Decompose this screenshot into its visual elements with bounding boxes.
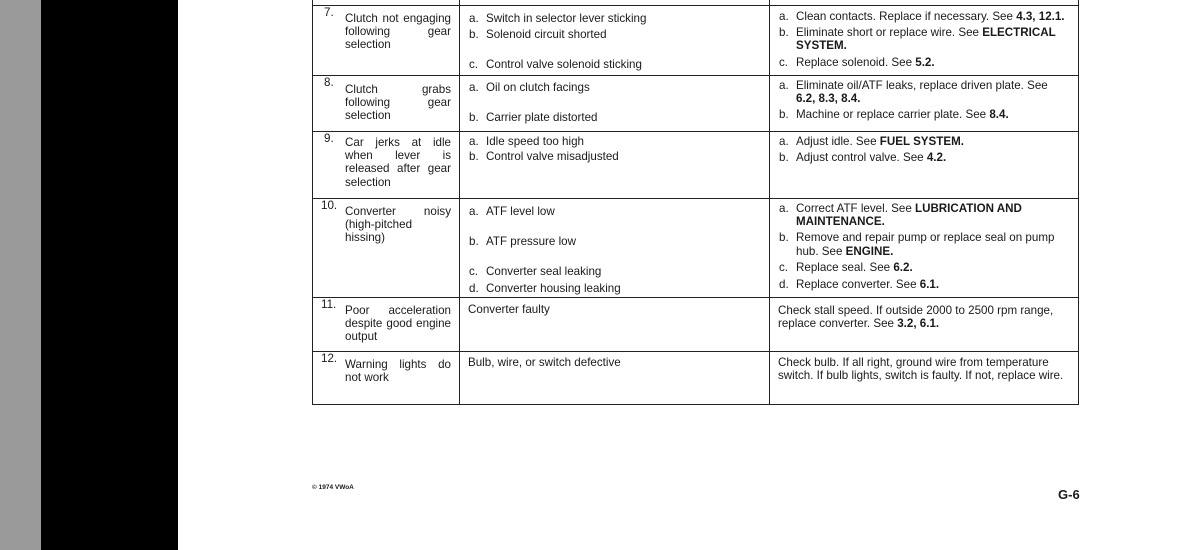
remedy-text: Remove and repair pump or replace seal on pump hub. See xyxy=(796,231,1055,258)
list-letter: a. xyxy=(779,9,789,23)
cause-text: Converter housing leaking xyxy=(486,281,621,295)
remedy-reference: 5.2. xyxy=(915,55,935,69)
cause-text: Idle speed too high xyxy=(486,134,584,148)
problem-cell xyxy=(313,75,460,131)
problem-cell xyxy=(313,351,460,404)
cause-text: ATF pressure low xyxy=(486,234,576,248)
page-number: G-6 xyxy=(1058,487,1080,502)
list-letter: b. xyxy=(779,231,789,245)
remedy-text: Replace solenoid. See xyxy=(796,55,916,69)
remedy-text: Correct ATF level. See xyxy=(796,201,915,215)
list-letter: a. xyxy=(469,134,479,148)
remedy-text: Eliminate oil/ATF leaks, replace driven plate. See xyxy=(796,78,1048,92)
problem-text: Converter noisy (high-pitched hissing) xyxy=(345,204,451,245)
problem-number: 11. xyxy=(321,297,337,311)
cause-text: Bulb, wire, or switch defective xyxy=(468,355,621,369)
problem-number: 10. xyxy=(321,198,338,212)
cause-text: Converter seal leaking xyxy=(486,265,602,279)
list-letter: a. xyxy=(469,11,479,25)
list-letter: d. xyxy=(469,281,479,295)
problem-cell xyxy=(313,297,460,351)
list-letter: b. xyxy=(779,108,789,122)
table-row xyxy=(313,351,1079,404)
troubleshooting-table xyxy=(312,0,1079,405)
cause-text: ATF level low xyxy=(486,204,555,218)
left-gray-margin xyxy=(0,0,41,550)
problem-cell xyxy=(313,198,460,297)
list-letter: c. xyxy=(469,265,479,279)
remedy-text: Clean contacts. Replace if necessary. See xyxy=(796,9,1017,23)
list-letter: a. xyxy=(779,134,789,148)
cause-text: Converter faulty xyxy=(468,302,550,316)
problem-text: Poor acceleration despite good engine output xyxy=(345,303,451,344)
remedy-reference: 6.1. xyxy=(919,277,940,291)
problem-text: Car jerks at idle when lever is released after gear selection xyxy=(345,135,451,189)
remedy-cell xyxy=(770,5,1079,75)
cause-cell xyxy=(460,297,770,351)
list-letter: b. xyxy=(469,149,479,163)
problem-number: 7. xyxy=(324,5,334,19)
problem-cell xyxy=(313,5,460,75)
cause-cell xyxy=(460,198,770,297)
table-row xyxy=(313,75,1079,131)
list-letter: b. xyxy=(779,150,789,164)
remedy-text: Adjust control valve. See xyxy=(796,150,927,164)
cause-text: Switch in selector lever sticking xyxy=(486,11,647,25)
left-black-margin xyxy=(41,0,178,550)
remedy-text: Machine or replace carrier plate. See xyxy=(796,108,990,122)
cause-cell xyxy=(460,131,770,198)
remedy-text: Adjust idle. See xyxy=(796,134,880,148)
remedy-cell xyxy=(770,75,1079,131)
list-letter: c. xyxy=(469,58,479,72)
list-letter: a. xyxy=(779,201,789,215)
problem-number: 12. xyxy=(321,351,338,365)
list-letter: b. xyxy=(469,27,479,41)
remedy-reference: FUEL SYSTEM. xyxy=(879,134,964,148)
list-letter: a. xyxy=(469,80,479,94)
cause-text: Control valve solenoid sticking xyxy=(486,58,642,72)
table-row xyxy=(313,297,1079,351)
copyright-notice: © 1974 VWoA xyxy=(312,484,354,491)
remedy-reference: 4.2. xyxy=(926,150,947,164)
remedy-reference: 4.3, 12.1. xyxy=(1016,9,1065,23)
list-letter: b. xyxy=(469,234,479,248)
cause-text: Solenoid circuit shorted xyxy=(486,27,607,41)
problem-cell xyxy=(313,131,460,198)
remedy-reference: 3.2, 6.1. xyxy=(897,316,940,330)
remedy-reference: 6.2, 8.3, 8.4. xyxy=(796,91,861,105)
list-letter: b. xyxy=(469,110,479,124)
cause-text: Carrier plate distorted xyxy=(486,110,598,124)
list-letter: c. xyxy=(779,261,789,275)
remedy-cell xyxy=(770,131,1079,198)
remedy-text: Replace converter. See xyxy=(796,277,920,291)
list-letter: b. xyxy=(779,25,789,39)
remedy-reference: ELECTRICAL SYSTEM. xyxy=(796,25,1056,53)
remedy-text: Check bulb. If all right, ground wire from temperature switch. If bulb lights, switch is faulty. If not, replace wire. xyxy=(778,355,1064,382)
remedy-reference: 6.2. xyxy=(893,261,913,275)
remedy-cell xyxy=(770,351,1079,404)
remedy-text: Eliminate short or replace wire. See xyxy=(796,25,983,39)
remedy-text: Check stall speed. If outside 2000 to 2500 rpm range, replace converter. See xyxy=(778,303,1054,330)
problem-text: Clutch not engaging following gear selection xyxy=(345,11,451,52)
document-page xyxy=(178,0,1198,550)
remedy-cell xyxy=(770,198,1079,297)
cause-cell xyxy=(460,5,770,75)
cause-cell xyxy=(460,75,770,131)
cause-text: Control valve misadjusted xyxy=(486,149,619,163)
cause-cell xyxy=(460,351,770,404)
list-letter: a. xyxy=(779,78,789,92)
table-row xyxy=(313,5,1079,75)
remedy-text: Replace seal. See xyxy=(796,261,894,275)
list-letter: c. xyxy=(779,55,789,69)
cause-text: Oil on clutch facings xyxy=(486,80,590,94)
table-row xyxy=(313,198,1079,297)
remedy-reference: LUBRICATION AND MAINTENANCE. xyxy=(796,201,1022,228)
remedy-cell xyxy=(770,297,1079,351)
problem-number: 8. xyxy=(324,75,334,89)
remedy-reference: 8.4. xyxy=(989,108,1009,122)
problem-text: Warning lights do not work xyxy=(345,357,451,384)
list-letter: a. xyxy=(469,204,479,218)
remedy-reference: ENGINE. xyxy=(845,244,894,258)
problem-number: 9. xyxy=(324,131,334,145)
problem-text: Clutch grabs following gear selection xyxy=(345,82,451,123)
table-row xyxy=(313,131,1079,198)
list-letter: d. xyxy=(779,277,789,291)
